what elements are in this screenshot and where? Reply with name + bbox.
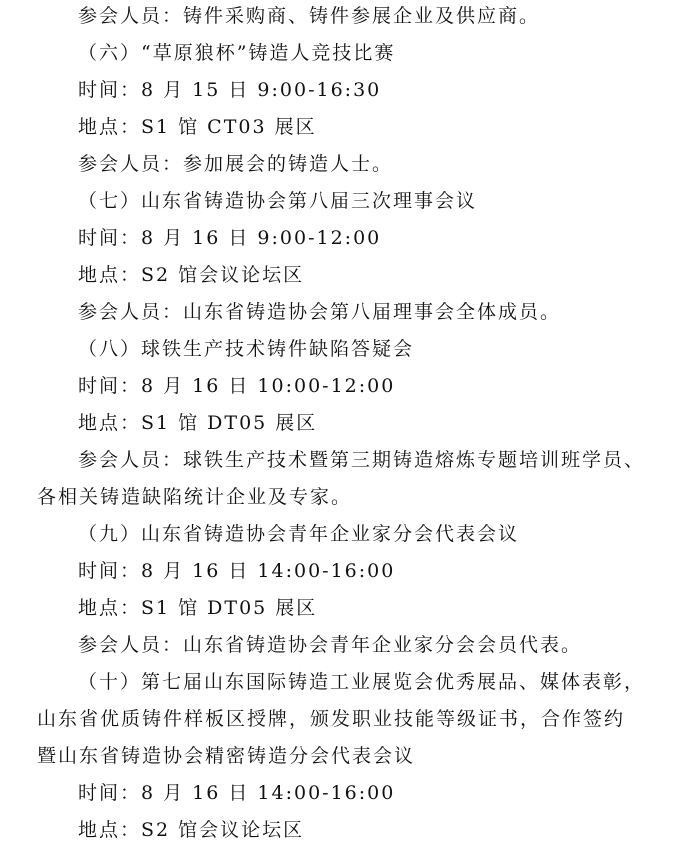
location-line-9: 地点：S1 馆 DT05 展区 [78,597,318,619]
time-line-10: 时间：8 月 16 日 14:00-16:00 [78,782,396,804]
location-line-10: 地点：S2 馆会议论坛区 [78,819,305,841]
section-heading-9: （九）山东省铸造协会青年企业家分会代表会议 [78,523,520,545]
time-line-8: 时间：8 月 16 日 10:00-12:00 [78,375,396,397]
attendees-line-9: 参会人员：山东省铸造协会青年企业家分会会员代表。 [78,634,583,656]
time-line-7: 时间：8 月 16 日 9:00-12:00 [78,227,382,249]
attendees-line-5: 参会人员：铸件采购商、铸件参展企业及供应商。 [78,5,541,27]
attendees-line-8: 参会人员：球铁生产技术暨第三期铸造熔炼专题培训班学员、 [78,449,646,471]
section-heading-10: （十）第七届山东国际铸造工业展览会优秀展品、媒体表彰， [78,671,646,693]
location-line-7: 地点：S2 馆会议论坛区 [78,264,305,286]
section-heading-6: （六）“草原狼杯”铸造人竞技比赛 [78,42,396,64]
attendees-line-7: 参会人员：山东省铸造协会第八届理事会全体成员。 [78,301,562,323]
time-line-9: 时间：8 月 16 日 14:00-16:00 [78,560,396,582]
attendees-line-8-continued: 各相关铸造缺陷统计企业及专家。 [37,486,353,508]
time-line-6: 时间：8 月 15 日 9:00-16:30 [78,79,382,101]
attendees-line-6: 参会人员：参加展会的铸造人士。 [78,153,394,175]
section-heading-8: （八）球铁生产技术铸件缺陷答疑会 [78,338,415,360]
section-heading-10-continued-2: 暨山东省铸造协会精密铸造分会代表会议 [37,745,416,767]
location-line-8: 地点：S1 馆 DT05 展区 [78,412,318,434]
location-line-6: 地点：S1 馆 CT03 展区 [78,116,317,138]
section-heading-10-continued-1: 山东省优质铸件样板区授牌，颁发职业技能等级证书，合作签约 [37,708,626,730]
section-heading-7: （七）山东省铸造协会第八届三次理事会议 [78,190,478,212]
